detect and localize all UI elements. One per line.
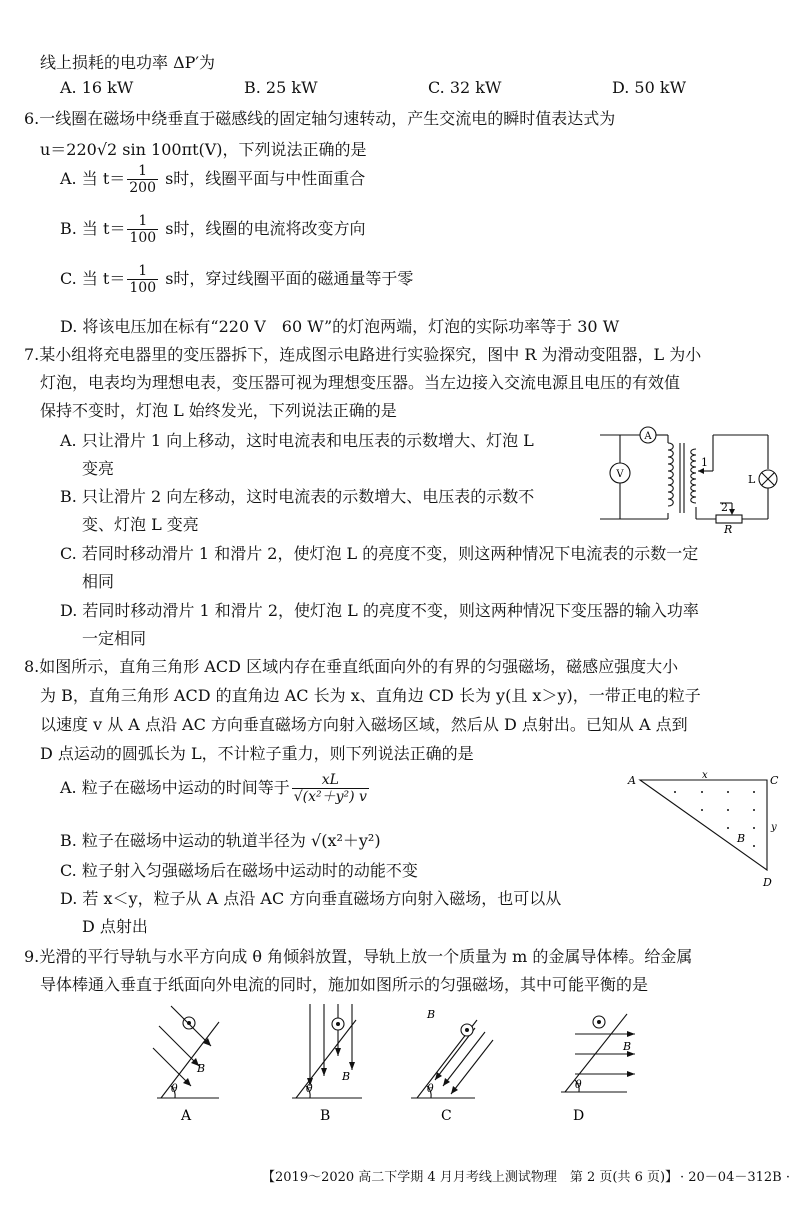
q8-stem-line1: 8.如图所示，直角三角形 ACD 区域内存在垂直纸面向外的有界的匀强磁场，磁感应强度大小 (24, 657, 679, 676)
q6-option-a (60, 163, 365, 196)
q8-stem-line4: D 点运动的圆弧长为 L，不计粒子重力，则下列说法正确的是 (40, 744, 474, 763)
q9-stem-line2: 导体棒通入垂直于纸面向外电流的同时，施加如图所示的匀强磁场，其中可能平衡的是 (40, 975, 649, 994)
q7-stem-line1: 7.某小组将充电器里的变压器拆下，连成图示电路进行实验探究，图中 R 为滑动变阻器，L 为小 (24, 345, 702, 364)
q6-option-b (60, 213, 366, 246)
q8-a-fraction (292, 772, 369, 805)
q7-option-a-line1: A. 只让滑片 1 向上移动，这时电流表和电压表的示数增大、灯泡 L (60, 431, 534, 450)
q9-d-label: D (573, 1108, 585, 1124)
q6-a-pre: A. 当 t＝ (60, 169, 126, 188)
q6-c-den: 100 (129, 280, 157, 296)
q8-stem-line2: 为 B，直角三角形 ACD 的直角边 AC 长为 x、直角边 CD 长为 y(且 x＞y)，一带正电的粒子 (40, 686, 701, 705)
q8-option-b: B. 粒子在磁场中运动的轨道半径为 √(x²＋y²) (60, 831, 381, 850)
q9-d-angle: θ (575, 1078, 582, 1091)
secondary-coil-icon (691, 449, 696, 503)
q6-c-num: 1 (127, 263, 158, 280)
fig-lamp-label: L (748, 473, 756, 486)
q7-option-b-line2: 变、灯泡 L 变亮 (82, 515, 199, 534)
q8-option-a (60, 772, 371, 805)
q9-figure-a (145, 1000, 235, 1125)
q9-figure-c (405, 1000, 505, 1125)
q9-a-angle: θ (171, 1082, 178, 1095)
q7-option-c-line1: C. 若同时移动滑片 1 和滑片 2，使灯泡 L 的亮度不变，则这两种情况下电流表的示数一定 (60, 544, 699, 563)
q6-stem-line1: 6.一线圈在磁场中绕垂直于磁感线的固定轴匀速转动，产生交流电的瞬时值表达式为 (24, 109, 616, 128)
q9-c-angle: θ (427, 1082, 434, 1095)
page-code: · 20－04－312B · (680, 1170, 790, 1185)
q5-stem-tail: 线上损耗的电功率 ΔP′为 (40, 53, 216, 72)
q7-option-a-line2: 变亮 (82, 459, 115, 478)
q9-a-field: B (197, 1062, 206, 1075)
q6-b-pre: B. 当 t＝ (60, 219, 126, 238)
q6-a-fraction (127, 163, 158, 196)
q5-option-d: D. 50 kW (612, 78, 687, 97)
q6-a-den: 200 (129, 180, 156, 196)
fig-resistor-label: R (724, 523, 733, 535)
q9-figure-b (288, 1000, 378, 1125)
q9-c-field: B (427, 1008, 436, 1021)
primary-coil-icon (668, 443, 673, 506)
q7-option-d-line1: D. 若同时移动滑片 1 和滑片 2，使灯泡 L 的亮度不变，则这两种情况下变压器的输入功率 (60, 601, 699, 620)
q6-c-pre: C. 当 t＝ (60, 269, 126, 288)
q6-c-post: s时，穿过线圈平面的磁通量等于零 (160, 269, 414, 288)
q9-stem-line1: 9.光滑的平行导轨与水平方向成 θ 角倾斜放置，导轨上放一个质量为 m 的金属导体棒。给金属 (24, 947, 693, 966)
q5-option-b: B. 25 kW (244, 78, 318, 97)
q6-c-fraction (127, 263, 158, 296)
q6-option-d: D. 将该电压加在标有“220 V 60 W”的灯泡两端，灯泡的实际功率等于 30 W (60, 317, 620, 336)
q6-a-num: 1 (127, 163, 158, 180)
q8-option-d-line1: D. 若 x＜y，粒子从 A 点沿 AC 方向垂直磁场方向射入磁场，也可以从 (60, 889, 562, 908)
q8-a-den: √(x²＋y²) v (293, 789, 367, 805)
q8-a-num: xL (292, 772, 369, 789)
q6-a-post: s时，线圈平面与中性面重合 (159, 169, 366, 188)
fig-ammeter-label: A (644, 431, 652, 442)
fig-side-x: x (702, 770, 708, 781)
q9-a-label: A (181, 1108, 192, 1124)
fig-voltmeter-label: V (616, 469, 624, 480)
q6-b-post: s时，线圈的电流将改变方向 (160, 219, 366, 238)
q6-stem-line2: u＝220√2 sin 100πt(V)，下列说法正确的是 (40, 140, 367, 159)
q9-d-field: B (623, 1040, 632, 1053)
q9-figure-d (555, 1000, 655, 1125)
page-footer: 【2019～2020 高二下学期 4 月月考线上测试物理 第 2 页(共 6 页)】 (262, 1170, 679, 1185)
q6-option-c (60, 263, 413, 296)
fig-slider2-label: 2 (721, 501, 728, 514)
q7-stem-line2: 灯泡，电表均为理想电表，变压器可视为理想变压器。当左边接入交流电源且电压的有效值 (40, 373, 681, 392)
q9-c-label: C (441, 1108, 452, 1124)
q5-option-a: A. 16 kW (60, 78, 134, 97)
q8-option-d-line2: D 点射出 (82, 917, 148, 936)
fig-field-b: B (737, 832, 746, 845)
q7-circuit-diagram (598, 425, 784, 535)
q7-option-b-line1: B. 只让滑片 2 向左移动，这时电流表的示数增大、电压表的示数不 (60, 487, 535, 506)
q8-option-c: C. 粒子射入匀强磁场后在磁场中运动时的动能不变 (60, 861, 418, 880)
fig-point-d: D (763, 876, 772, 889)
q9-b-angle: θ (306, 1082, 313, 1095)
q7-option-c-line2: 相同 (82, 572, 115, 591)
q7-stem-line3: 保持不变时，灯泡 L 始终发光，下列说法正确的是 (40, 401, 397, 420)
q9-b-label: B (320, 1108, 331, 1124)
rheostat-icon (716, 515, 742, 523)
q5-option-c: C. 32 kW (428, 78, 502, 97)
fig-slider1-label: 1 (701, 456, 708, 469)
q6-b-den: 100 (129, 230, 157, 246)
q8-triangle-diagram (620, 770, 785, 895)
q7-option-d-line2: 一定相同 (82, 629, 147, 648)
q8-a-pre: A. 粒子在磁场中运动的时间等于 (60, 778, 290, 797)
q6-b-fraction (127, 213, 158, 246)
fig-point-a: A (628, 774, 636, 787)
fig-point-c: C (770, 774, 779, 787)
q6-b-num: 1 (127, 213, 158, 230)
fig-side-y: y (771, 822, 777, 833)
q8-stem-line3: 以速度 v 从 A 点沿 AC 方向垂直磁场方向射入磁场区域，然后从 D 点射出。已知从 A 点到 (40, 715, 688, 734)
q9-b-field: B (342, 1070, 351, 1083)
